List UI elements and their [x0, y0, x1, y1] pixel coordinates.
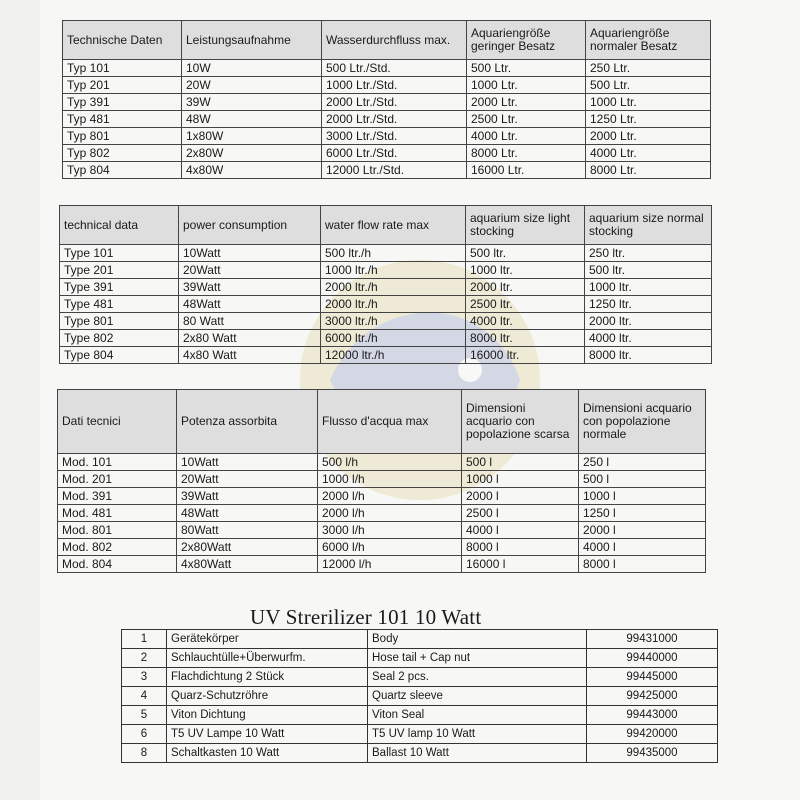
table-row [63, 128, 711, 145]
table-cell: Type 804 [60, 347, 179, 364]
table-cell: 8 [122, 744, 167, 763]
table-cell: 2000 Ltr. [467, 94, 586, 111]
table-cell: 1000 Ltr./Std. [322, 77, 467, 94]
column-header: power consumption [179, 206, 321, 245]
column-header: Technische Daten [63, 21, 182, 60]
column-header: Dimensioni acquario con popolazione normale [579, 390, 706, 454]
table-cell: 2x80 Watt [179, 330, 321, 347]
table-row [63, 111, 711, 128]
table-cell: Type 801 [60, 313, 179, 330]
table-cell: 1 [122, 630, 167, 649]
table-cell: 3 [122, 668, 167, 687]
table-cell: 3000 ltr./h [321, 313, 466, 330]
table-cell: 6000 l/h [318, 539, 462, 556]
table-cell: 99440000 [587, 649, 718, 668]
column-header: water flow rate max [321, 206, 466, 245]
table-row [60, 296, 712, 313]
spec-table-english [59, 205, 712, 364]
table-cell: 1000 l [579, 488, 706, 505]
table-cell: Quartz sleeve [368, 687, 587, 706]
table-cell: 2x80W [182, 145, 322, 162]
table-cell: 10Watt [179, 245, 321, 262]
table-cell: 2000 l/h [318, 488, 462, 505]
table-cell: 12000 Ltr./Std. [322, 162, 467, 179]
table-cell: 48Watt [177, 505, 318, 522]
table-cell: 1000 Ltr. [586, 94, 711, 111]
table-cell: 4x80 Watt [179, 347, 321, 364]
table-row [60, 347, 712, 364]
spec-table-german [62, 20, 711, 179]
table-cell: Type 802 [60, 330, 179, 347]
table-row [58, 488, 706, 505]
table-cell: 99435000 [587, 744, 718, 763]
table-cell: 99445000 [587, 668, 718, 687]
table-cell: 2000 ltr. [466, 279, 585, 296]
table-cell: 1000 l/h [318, 471, 462, 488]
table-cell: 8000 l [579, 556, 706, 573]
table-cell: Quarz-Schutzröhre [167, 687, 368, 706]
table-cell: Mod. 391 [58, 488, 177, 505]
table-cell: Ballast 10 Watt [368, 744, 587, 763]
table-row [122, 687, 718, 706]
table-cell: Gerätekörper [167, 630, 368, 649]
table-cell: 39W [182, 94, 322, 111]
table-cell: 20Watt [179, 262, 321, 279]
table-cell: 2000 l/h [318, 505, 462, 522]
table-cell: Schlauchtülle+Überwurfm. [167, 649, 368, 668]
table-cell: 2000 Ltr./Std. [322, 94, 467, 111]
table-row [63, 60, 711, 77]
table-cell: 4000 l [462, 522, 579, 539]
column-header: Dimensioni acquario con popolazione scarsa [462, 390, 579, 454]
spec-table-italian [57, 389, 706, 573]
table-cell: 2 [122, 649, 167, 668]
table-cell: 2000 l [579, 522, 706, 539]
table-cell: Schaltkasten 10 Watt [167, 744, 368, 763]
table-cell: Body [368, 630, 587, 649]
table-cell: T5 UV Lampe 10 Watt [167, 725, 368, 744]
table-cell: 250 l [579, 454, 706, 471]
table-cell: 99431000 [587, 630, 718, 649]
table-cell: 99425000 [587, 687, 718, 706]
table-cell: 1000 ltr. [466, 262, 585, 279]
table-cell: 6000 Ltr./Std. [322, 145, 467, 162]
table-row [63, 145, 711, 162]
table-cell: 500 ltr. [585, 262, 712, 279]
table-row [63, 94, 711, 111]
table-cell: Typ 201 [63, 77, 182, 94]
table-row [58, 471, 706, 488]
table-row [122, 630, 718, 649]
table-cell: 2000 ltr. [585, 313, 712, 330]
table-cell: 1250 l [579, 505, 706, 522]
table-cell: 500 l [462, 454, 579, 471]
table-row [58, 454, 706, 471]
table-row [60, 245, 712, 262]
table-cell: 1250 Ltr. [586, 111, 711, 128]
table-cell: Type 101 [60, 245, 179, 262]
table-header-row [60, 206, 712, 245]
table-cell: Mod. 201 [58, 471, 177, 488]
table-cell: 1250 ltr. [585, 296, 712, 313]
table-row [60, 313, 712, 330]
table-cell: Viton Dichtung [167, 706, 368, 725]
table-cell: 2000 Ltr./Std. [322, 111, 467, 128]
table-cell: Seal 2 pcs. [368, 668, 587, 687]
parts-list-title: UV Strerilizer 101 10 Watt [250, 605, 482, 629]
table-cell: 500 Ltr. [467, 60, 586, 77]
table-cell: Typ 802 [63, 145, 182, 162]
table-cell: 500 ltr. [466, 245, 585, 262]
table-cell: Mod. 802 [58, 539, 177, 556]
table-cell: 20Watt [177, 471, 318, 488]
table-cell: 48Watt [179, 296, 321, 313]
table-cell: 5 [122, 706, 167, 725]
table-cell: 500 l/h [318, 454, 462, 471]
table-cell: 16000 l [462, 556, 579, 573]
table-cell: Hose tail + Cap nut [368, 649, 587, 668]
table-cell: 4000 ltr. [466, 313, 585, 330]
column-header: Aquariengröße normaler Besatz [586, 21, 711, 60]
table-cell: 2000 ltr./h [321, 296, 466, 313]
table-cell: Typ 481 [63, 111, 182, 128]
table-cell: 1x80W [182, 128, 322, 145]
table-cell: 2500 l [462, 505, 579, 522]
table-cell: 20W [182, 77, 322, 94]
table-cell: Type 391 [60, 279, 179, 296]
table-cell: 8000 Ltr. [586, 162, 711, 179]
table-cell: 80Watt [177, 522, 318, 539]
table-cell: 2000 Ltr. [586, 128, 711, 145]
table-row [60, 279, 712, 296]
table-row [63, 162, 711, 179]
table-row [58, 556, 706, 573]
table-cell: 4x80W [182, 162, 322, 179]
table-cell: 500 l [579, 471, 706, 488]
table-cell: Mod. 481 [58, 505, 177, 522]
table-row [122, 668, 718, 687]
table-cell: 4000 l [579, 539, 706, 556]
table-cell: Flachdichtung 2 Stück [167, 668, 368, 687]
table-cell: 6 [122, 725, 167, 744]
table-cell: 3000 l/h [318, 522, 462, 539]
table-cell: 500 Ltr. [586, 77, 711, 94]
table-cell: 500 Ltr./Std. [322, 60, 467, 77]
table-cell: Typ 391 [63, 94, 182, 111]
table-cell: 2500 Ltr. [467, 111, 586, 128]
table-cell: Mod. 801 [58, 522, 177, 539]
column-header: Leistungsaufnahme [182, 21, 322, 60]
table-cell: 4000 ltr. [585, 330, 712, 347]
table-cell: 1000 l [462, 471, 579, 488]
column-header: Potenza assorbita [177, 390, 318, 454]
table-row [122, 744, 718, 763]
table-cell: Typ 101 [63, 60, 182, 77]
table-cell: 250 ltr. [585, 245, 712, 262]
table-cell: Mod. 101 [58, 454, 177, 471]
table-cell: 3000 Ltr./Std. [322, 128, 467, 145]
table-row [60, 262, 712, 279]
table-cell: 6000 ltr./h [321, 330, 466, 347]
column-header: Wasserdurchfluss max. [322, 21, 467, 60]
table-row [60, 330, 712, 347]
table-cell: 16000 Ltr. [467, 162, 586, 179]
column-header: aquarium size light stocking [466, 206, 585, 245]
table-cell: 2000 l [462, 488, 579, 505]
table-cell: 2500 ltr. [466, 296, 585, 313]
table-cell: 500 ltr./h [321, 245, 466, 262]
table-row [58, 539, 706, 556]
table-cell: 8000 Ltr. [467, 145, 586, 162]
table-cell: 1000 ltr./h [321, 262, 466, 279]
table-cell: 99420000 [587, 725, 718, 744]
table-cell: 4x80Watt [177, 556, 318, 573]
table-cell: Typ 801 [63, 128, 182, 145]
column-header: aquarium size normal stocking [585, 206, 712, 245]
table-cell: 250 Ltr. [586, 60, 711, 77]
table-cell: 4 [122, 687, 167, 706]
table-cell: 4000 Ltr. [467, 128, 586, 145]
table-cell: 8000 ltr. [466, 330, 585, 347]
table-cell: Typ 804 [63, 162, 182, 179]
table-cell: 1000 Ltr. [467, 77, 586, 94]
table-cell: Mod. 804 [58, 556, 177, 573]
table-row [122, 725, 718, 744]
table-cell: T5 UV lamp 10 Watt [368, 725, 587, 744]
table-cell: 16000 ltr. [466, 347, 585, 364]
table-cell: 10Watt [177, 454, 318, 471]
table-cell: 39Watt [179, 279, 321, 296]
table-cell: Type 201 [60, 262, 179, 279]
column-header: technical data [60, 206, 179, 245]
table-cell: 12000 ltr./h [321, 347, 466, 364]
table-row [63, 77, 711, 94]
table-header-row [63, 21, 711, 60]
table-cell: 12000 l/h [318, 556, 462, 573]
table-row [122, 706, 718, 725]
table-cell: 2000 ltr./h [321, 279, 466, 296]
table-row [58, 522, 706, 539]
table-cell: 80 Watt [179, 313, 321, 330]
table-cell: 99443000 [587, 706, 718, 725]
table-cell: 39Watt [177, 488, 318, 505]
table-cell: 1000 ltr. [585, 279, 712, 296]
parts-table [121, 629, 718, 763]
table-cell: 2x80Watt [177, 539, 318, 556]
table-cell: 4000 Ltr. [586, 145, 711, 162]
table-row [122, 649, 718, 668]
column-header: Aquariengröße geringer Besatz [467, 21, 586, 60]
table-cell: 8000 ltr. [585, 347, 712, 364]
table-row [58, 505, 706, 522]
column-header: Dati tecnici [58, 390, 177, 454]
table-cell: 10W [182, 60, 322, 77]
table-cell: Viton Seal [368, 706, 587, 725]
table-cell: 48W [182, 111, 322, 128]
table-header-row [58, 390, 706, 454]
table-cell: Type 481 [60, 296, 179, 313]
table-cell: 8000 l [462, 539, 579, 556]
column-header: Flusso d'acqua max [318, 390, 462, 454]
